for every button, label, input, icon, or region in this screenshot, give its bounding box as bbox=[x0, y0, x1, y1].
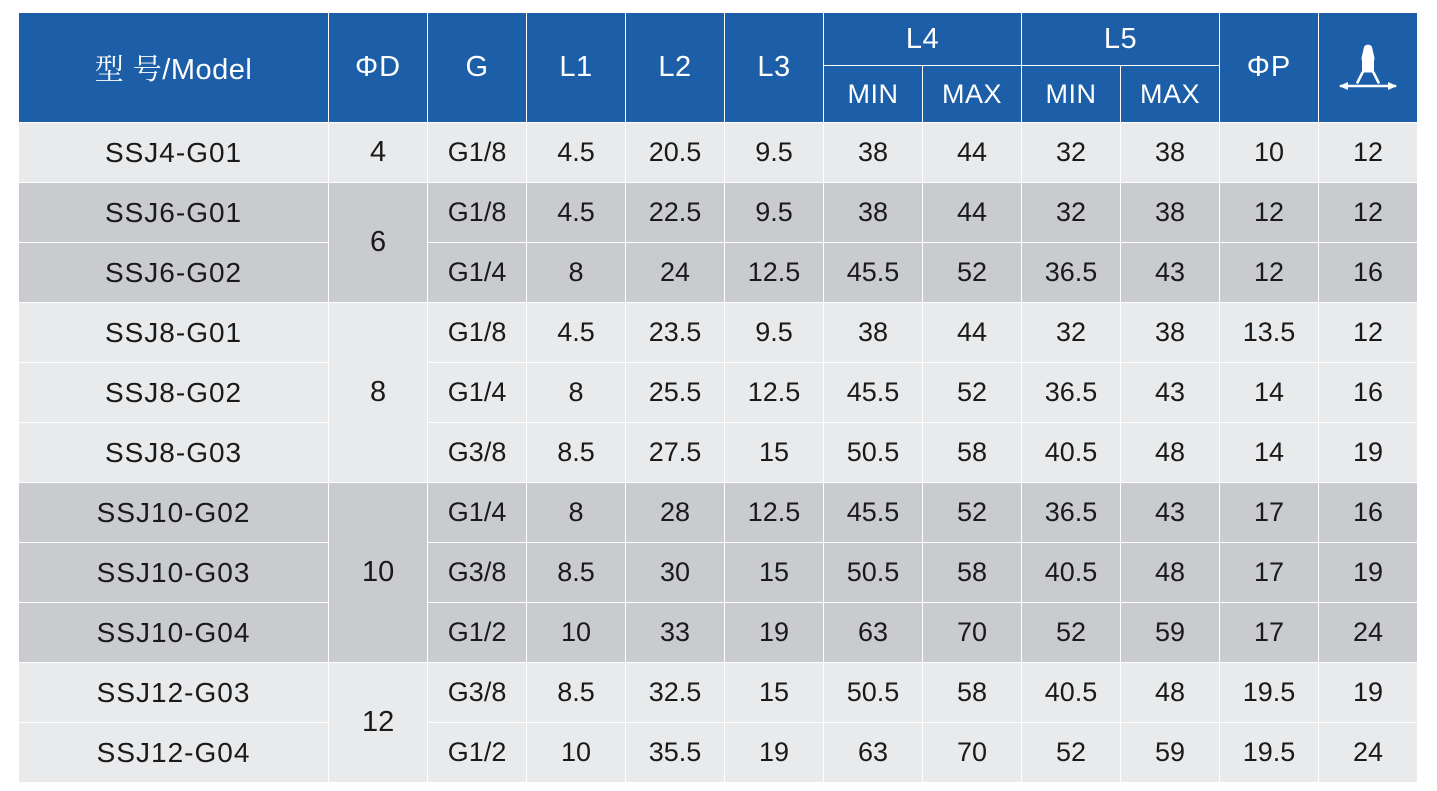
cell-l5-max: 48 bbox=[1120, 663, 1219, 723]
cell-icon-dim: 12 bbox=[1318, 183, 1417, 243]
cell-l2: 22.5 bbox=[626, 183, 725, 243]
cell-g: G3/8 bbox=[428, 663, 527, 723]
cell-l2: 27.5 bbox=[626, 423, 725, 483]
cell-icon-dim: 24 bbox=[1318, 603, 1417, 663]
cell-g: G1/8 bbox=[428, 123, 527, 183]
cell-icon-dim: 19 bbox=[1318, 423, 1417, 483]
cell-l5-min: 32 bbox=[1022, 303, 1121, 363]
cell-phi-p: 17 bbox=[1219, 483, 1318, 543]
header-g: G bbox=[428, 13, 527, 123]
header-l3: L3 bbox=[725, 13, 824, 123]
cell-model: SSJ6-G01 bbox=[19, 183, 329, 243]
cell-model: SSJ6-G02 bbox=[19, 243, 329, 303]
table-row bbox=[19, 243, 1418, 303]
cell-g: G1/2 bbox=[428, 603, 527, 663]
cell-l4-min: 63 bbox=[824, 723, 923, 783]
cell-l3: 19 bbox=[725, 603, 824, 663]
header-l2: L2 bbox=[626, 13, 725, 123]
cell-l2: 25.5 bbox=[626, 363, 725, 423]
cell-l4-max: 58 bbox=[923, 543, 1022, 603]
cell-l4-max: 44 bbox=[923, 183, 1022, 243]
header-l4-min: MIN bbox=[824, 66, 923, 123]
cell-phi-p: 12 bbox=[1219, 243, 1318, 303]
table-row bbox=[19, 483, 1418, 543]
cell-l4-min: 45.5 bbox=[824, 363, 923, 423]
cell-model: SSJ12-G04 bbox=[19, 723, 329, 783]
cell-icon-dim: 19 bbox=[1318, 663, 1417, 723]
header-l5-min: MIN bbox=[1022, 66, 1121, 123]
table-row bbox=[19, 603, 1418, 663]
cell-l5-max: 38 bbox=[1120, 303, 1219, 363]
cell-l1: 8 bbox=[527, 363, 626, 423]
table-row bbox=[19, 303, 1418, 363]
cell-l3: 9.5 bbox=[725, 303, 824, 363]
cell-phi-p: 12 bbox=[1219, 183, 1318, 243]
cell-l5-max: 43 bbox=[1120, 483, 1219, 543]
cell-g: G3/8 bbox=[428, 423, 527, 483]
header-l4: L4 bbox=[824, 13, 1022, 66]
header-l1: L1 bbox=[527, 13, 626, 123]
cell-l3: 19 bbox=[725, 723, 824, 783]
cell-l5-max: 48 bbox=[1120, 543, 1219, 603]
cell-model: SSJ10-G04 bbox=[19, 603, 329, 663]
cell-l2: 33 bbox=[626, 603, 725, 663]
header-l4-max: MAX bbox=[923, 66, 1022, 123]
cell-l3: 9.5 bbox=[725, 183, 824, 243]
cell-l1: 8.5 bbox=[527, 543, 626, 603]
header-model: 型 号/Model bbox=[19, 13, 329, 123]
cell-l1: 10 bbox=[527, 603, 626, 663]
cell-phi-p: 10 bbox=[1219, 123, 1318, 183]
cell-l1: 8 bbox=[527, 483, 626, 543]
table-body bbox=[19, 123, 1418, 783]
cell-l4-min: 50.5 bbox=[824, 663, 923, 723]
table-row bbox=[19, 423, 1418, 483]
table-row bbox=[19, 663, 1418, 723]
cell-l3: 12.5 bbox=[725, 483, 824, 543]
table-row bbox=[19, 723, 1418, 783]
cell-model: SSJ12-G03 bbox=[19, 663, 329, 723]
cell-l1: 10 bbox=[527, 723, 626, 783]
cell-g: G1/4 bbox=[428, 243, 527, 303]
cell-l4-max: 52 bbox=[923, 483, 1022, 543]
table-header bbox=[19, 13, 1418, 123]
cell-phi-d: 8 bbox=[329, 303, 428, 483]
table-row bbox=[19, 363, 1418, 423]
cell-l2: 35.5 bbox=[626, 723, 725, 783]
cell-g: G1/4 bbox=[428, 483, 527, 543]
specification-table bbox=[18, 12, 1418, 783]
cell-l2: 20.5 bbox=[626, 123, 725, 183]
cell-l4-max: 58 bbox=[923, 663, 1022, 723]
cell-l5-min: 36.5 bbox=[1022, 243, 1121, 303]
table-row bbox=[19, 123, 1418, 183]
cell-model: SSJ8-G02 bbox=[19, 363, 329, 423]
cell-l5-min: 32 bbox=[1022, 183, 1121, 243]
cell-l5-min: 32 bbox=[1022, 123, 1121, 183]
cell-l5-min: 40.5 bbox=[1022, 423, 1121, 483]
fitting-dimension-icon bbox=[1319, 41, 1417, 95]
cell-l5-max: 43 bbox=[1120, 243, 1219, 303]
cell-l1: 4.5 bbox=[527, 123, 626, 183]
cell-l3: 9.5 bbox=[725, 123, 824, 183]
cell-l4-max: 52 bbox=[923, 363, 1022, 423]
cell-g: G1/8 bbox=[428, 183, 527, 243]
cell-l4-max: 52 bbox=[923, 243, 1022, 303]
cell-l2: 32.5 bbox=[626, 663, 725, 723]
cell-g: G1/8 bbox=[428, 303, 527, 363]
cell-model: SSJ8-G03 bbox=[19, 423, 329, 483]
cell-l4-min: 50.5 bbox=[824, 423, 923, 483]
cell-l1: 4.5 bbox=[527, 183, 626, 243]
cell-model: SSJ4-G01 bbox=[19, 123, 329, 183]
cell-l4-min: 38 bbox=[824, 123, 923, 183]
cell-g: G3/8 bbox=[428, 543, 527, 603]
cell-icon-dim: 16 bbox=[1318, 243, 1417, 303]
cell-l1: 8 bbox=[527, 243, 626, 303]
cell-l5-max: 38 bbox=[1120, 123, 1219, 183]
cell-icon-dim: 12 bbox=[1318, 303, 1417, 363]
cell-model: SSJ10-G03 bbox=[19, 543, 329, 603]
cell-l5-max: 59 bbox=[1120, 603, 1219, 663]
cell-l4-min: 45.5 bbox=[824, 483, 923, 543]
cell-icon-dim: 24 bbox=[1318, 723, 1417, 783]
cell-phi-d: 12 bbox=[329, 663, 428, 783]
cell-l4-min: 38 bbox=[824, 183, 923, 243]
header-l5-max: MAX bbox=[1120, 66, 1219, 123]
cell-l2: 24 bbox=[626, 243, 725, 303]
cell-phi-p: 17 bbox=[1219, 543, 1318, 603]
cell-l4-min: 38 bbox=[824, 303, 923, 363]
table-row bbox=[19, 183, 1418, 243]
cell-phi-p: 17 bbox=[1219, 603, 1318, 663]
cell-phi-d: 4 bbox=[329, 123, 428, 183]
cell-l4-min: 50.5 bbox=[824, 543, 923, 603]
cell-l5-min: 52 bbox=[1022, 723, 1121, 783]
cell-icon-dim: 16 bbox=[1318, 363, 1417, 423]
cell-l2: 30 bbox=[626, 543, 725, 603]
cell-l4-max: 44 bbox=[923, 303, 1022, 363]
cell-icon-dim: 12 bbox=[1318, 123, 1417, 183]
cell-l3: 12.5 bbox=[725, 363, 824, 423]
cell-phi-p: 13.5 bbox=[1219, 303, 1318, 363]
cell-l5-min: 36.5 bbox=[1022, 363, 1121, 423]
cell-l5-max: 48 bbox=[1120, 423, 1219, 483]
cell-l4-min: 45.5 bbox=[824, 243, 923, 303]
cell-l3: 15 bbox=[725, 543, 824, 603]
cell-g: G1/4 bbox=[428, 363, 527, 423]
cell-phi-p: 19.5 bbox=[1219, 663, 1318, 723]
cell-l4-min: 63 bbox=[824, 603, 923, 663]
cell-model: SSJ10-G02 bbox=[19, 483, 329, 543]
cell-l2: 23.5 bbox=[626, 303, 725, 363]
cell-l5-max: 59 bbox=[1120, 723, 1219, 783]
cell-l3: 15 bbox=[725, 423, 824, 483]
cell-l1: 4.5 bbox=[527, 303, 626, 363]
cell-g: G1/2 bbox=[428, 723, 527, 783]
cell-phi-p: 19.5 bbox=[1219, 723, 1318, 783]
cell-l4-max: 58 bbox=[923, 423, 1022, 483]
cell-phi-d: 6 bbox=[329, 183, 428, 303]
header-phi-d: ΦD bbox=[329, 13, 428, 123]
cell-l5-min: 36.5 bbox=[1022, 483, 1121, 543]
cell-l3: 15 bbox=[725, 663, 824, 723]
table-row bbox=[19, 543, 1418, 603]
cell-l5-max: 38 bbox=[1120, 183, 1219, 243]
cell-l4-max: 44 bbox=[923, 123, 1022, 183]
header-fitting-icon-col bbox=[1318, 13, 1417, 123]
cell-l5-min: 40.5 bbox=[1022, 663, 1121, 723]
header-row-top bbox=[19, 13, 1418, 66]
cell-l5-max: 43 bbox=[1120, 363, 1219, 423]
header-l5: L5 bbox=[1022, 13, 1220, 66]
cell-l1: 8.5 bbox=[527, 423, 626, 483]
cell-phi-p: 14 bbox=[1219, 363, 1318, 423]
cell-l5-min: 52 bbox=[1022, 603, 1121, 663]
cell-l4-max: 70 bbox=[923, 723, 1022, 783]
cell-l4-max: 70 bbox=[923, 603, 1022, 663]
cell-model: SSJ8-G01 bbox=[19, 303, 329, 363]
header-phi-p: ΦP bbox=[1219, 13, 1318, 123]
cell-icon-dim: 19 bbox=[1318, 543, 1417, 603]
cell-l3: 12.5 bbox=[725, 243, 824, 303]
cell-l2: 28 bbox=[626, 483, 725, 543]
cell-phi-d: 10 bbox=[329, 483, 428, 663]
cell-l1: 8.5 bbox=[527, 663, 626, 723]
cell-l5-min: 40.5 bbox=[1022, 543, 1121, 603]
cell-icon-dim: 16 bbox=[1318, 483, 1417, 543]
cell-phi-p: 14 bbox=[1219, 423, 1318, 483]
